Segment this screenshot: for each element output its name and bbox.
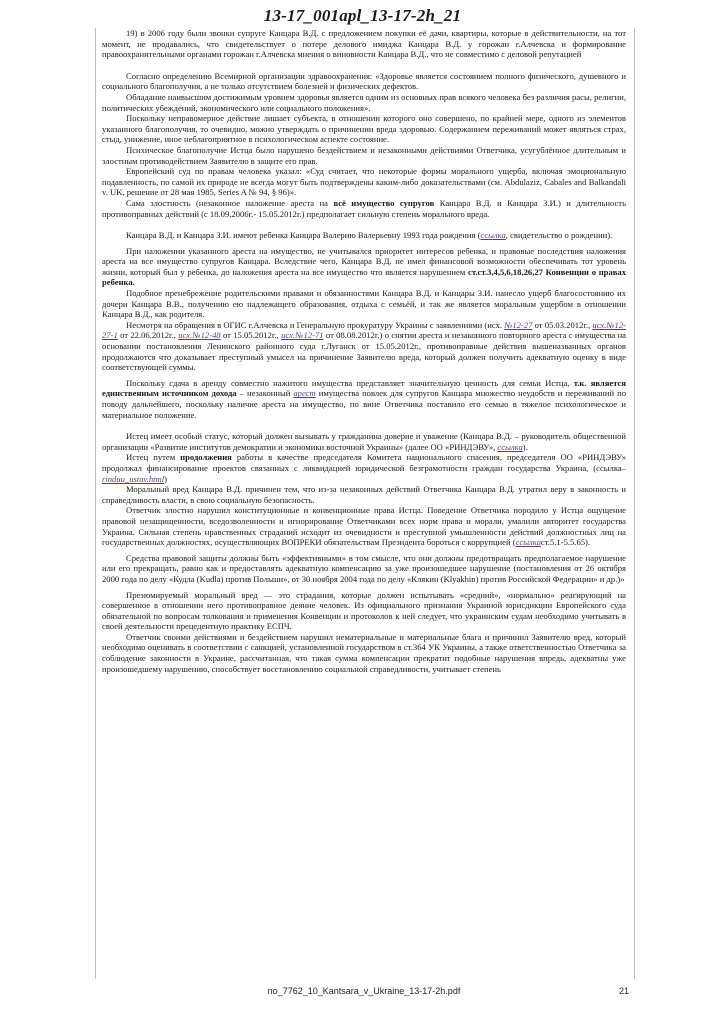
paragraph (102, 145, 626, 166)
paragraph-spacer (102, 219, 626, 230)
bold-text: ст.ст.3,4,5,6,18,26,27 Конвенции о правах ребенка. (102, 266, 626, 288)
paragraph (102, 92, 626, 113)
bold-text: т.к. является единственным источником дохода (102, 377, 626, 399)
paragraph (102, 590, 626, 632)
text-run: Поскольку сдача в аренду совместно нажитого имущества представляет значительную ценность для семьи Истца, (126, 377, 574, 388)
document-link[interactable]: исх.№12-27-1 (102, 319, 626, 341)
document-body (102, 28, 626, 674)
text-run: работы в качестве председателя Комитета национального спасения, председателя ОО «РИНДЭВУ» продолжал финансирование проектов связанных с ликвидацией юридической безграмотности граждан государства Украина, (ссылка– (102, 452, 627, 473)
text-run: от 08.08.2012г.) о снятии ареста и незаконного повторного ареста с имущества на основании постановления Ленинского районного суда г.Луганск от 15.05.2012г., противоправные действия вышеназванных органов продолжаются что доказывает преступный умысел на причинение Заявителю вреда, который должен получить адекватную оценку в виде соответствующей суммы. (102, 330, 626, 373)
footer-page-number: 21 (618, 986, 629, 996)
text-run: Психическое благополучие Истца было нарушено бездействием и незаконными действиями Ответчика, усугублённое длительным и злостным противодействием Заявителю в защите его прав. (102, 144, 626, 166)
text-run: Истец имеет особый статус, который должен вызывать у гражданина доверие и уважение (Канцара В.Д. – руководитель общественной организации «Развитие институтов демократии и экономики восточной Украины» (далее ОО «РИНДЭВУ», (102, 431, 626, 452)
text-run: от 22.06.2012г., (117, 330, 179, 341)
document-link[interactable]: rinduu_ustav.html (102, 473, 165, 484)
text-run: Истец путем (126, 452, 181, 463)
text-run: Презюмируемый моральный вред — это страдания, которые должен испытывать «средний», «нормально» реагирующий на совершенное в отношении него противоправное деяние человек. Из официального признания Украиной юрисдикции Европейского суда обязательной по вопросам толкования и применения Конвенции и протоколов к ней следует, что украинским судам необходимо учитывать в своей деятельности прецедентную практику ЕСПЧ. (102, 589, 626, 632)
text-run: Европейский суд по правам человека указал: «Суд считает, что некоторые формы морального ущерба, включая эмоциональную подавленность, по самой их природе не всегда могут быть подтверждены каким-либо доказательствами (см. Abdulaziz, Cabales and Balkandali v. UK, решение от 28 мая 1985, Series A № 94, § 96)». (102, 166, 626, 198)
paragraph-spacer (102, 60, 626, 71)
text-run: Подобное пренебрежение родительскими правами и обязанностями Канцара В.Д. и Канцары З.И. нанесло ущерб благосостоянию их дочери Канцара В.В., получению ею надлежащего образования, отдыха с семьёй, и так же является моральным ущербом в отношении Канцара В.Д., как родителя. (102, 288, 626, 320)
paragraph (102, 71, 626, 92)
paragraph (102, 198, 626, 219)
paragraph (102, 166, 626, 198)
paragraph (102, 28, 626, 60)
text-run: от 15.05.2012г., (220, 330, 282, 341)
text-run: Сама злостность (незаконное наложение ареста на (126, 197, 334, 208)
paragraph (102, 246, 626, 288)
footer-filename: no_7762_10_Kantsara_v_Ukraine_13-17-2h.pdf (267, 986, 461, 996)
document-link[interactable]: №12-27 (504, 319, 533, 330)
document-link[interactable]: ссылка (515, 537, 541, 548)
document-link[interactable]: исх.№12-48 (178, 330, 221, 341)
text-run: При наложении указанного ареста на имущество, не учитывался приоритет интересов ребенка, и правовые последствия наложения ареста на все имущество супругов Канцара. Вследствие чего, Канцара В.Д. не имел финансовой возможности обеспечивать тот уровень жизни, который был у ребенка, до наложения ареста на все имущество что является нарушением (102, 245, 626, 277)
text-run: Канцара В.Д. и Канцара З.И. имеют ребенка Канцара Валерию Валерьевну 1993 года рождения ( (126, 230, 481, 241)
paragraph (102, 452, 626, 484)
text-run: Обладание наивысшим достижимым уровнем здоровья является одним из основных прав всякого человека без различия расы, религии, политических убеждений, экономического или социального положения». (102, 91, 626, 113)
text-run: Несмотря на обращения в ОГИС г.Алчевска и Генеральную прокуратуру Украины с заявлениями (исх. (126, 319, 505, 330)
paragraph (102, 431, 626, 452)
text-run: Канцара В.Д. и Канцара З.И.) и длительность противоправных действий (с 18.09.2006г.- 15.05.2012г.) предполагает сильную степень морального вреда. (102, 197, 626, 219)
document-link[interactable]: арест (293, 388, 316, 399)
text-run: ). (522, 441, 528, 452)
paragraph (102, 230, 626, 241)
text-run: ст.5.1-5.5.65). (540, 537, 591, 548)
text-run: 19) в 2006 году были звонки супруге Канцара В.Д. с предложением покупки её дачи, квартиры, которые в действительности, на тот момент, не продавались, что свидетельствует о потере делового имиджа Канцара В.Д. у горожан г.Алчевска и формирование правоохранительными органами горожан г.Алчевска мнения о виновности Канцара В.Д., что не совместимо с деловой репутацией (102, 28, 626, 60)
document-page (95, 28, 635, 979)
text-run: Ответчик своими действиями и бездействием нарушил нематериальные и материальные блага и причинил Заявителю вред, который необходимо оценивать в соответствии с санкцией, установленной государством в ст.364 УК Украины, а также ответственностью Ответчика за соблюдение законности в Украине, рассчитанная, что такая сумма компенсации прекратит подобные нарушения впредь, адекватны уже произошедшему нарушению, способствует восстановлению социальной справедливости, учитывает степень (102, 631, 626, 674)
bold-text: всё имущество супругов (333, 197, 435, 208)
text-run: имущества повлек для супругов Канцара множество неудобств и переживаний по поводу дальнейшего, поскольку наличие ареста на имущество, по вине Ответчика поставило его семью в тяжелое психологическое и материальное положение. (102, 388, 626, 420)
paragraph (102, 378, 626, 420)
page-title: 13-17_001apl_13-17-2h_21 (263, 6, 462, 25)
paragraph (102, 632, 626, 674)
document-link[interactable]: ссылка (480, 230, 506, 241)
text-run: Поскольку неправомерное действие лишает субъекта, в отношении которого оно совершено, по крайней мере, одного из элементов указанного благополучия, то очевидно, можно утверждать о причинении вреда здоровью. Содержанием переживаний может являться страх, стыд, унижение, иное неблагоприятное в психологическом аспекте состояние. (102, 113, 626, 145)
text-run: Средства правовой защиты должны быть «эффективными» в том смысле, что они должны предотвращать предполагаемое нарушение или его прекращать, равно как и предоставлять адекватную компенсацию за уже произошедшее нарушение (постановления от 26 октября 2000 года по делу «Кудла (Kudla) против Польши», от 30 ноября 2004 года по делу «Клякин (Klyakhin) против Российской Федерации» и др.)» (102, 552, 626, 584)
text-run: Согласно определению Всемирной организации здравоохранения: «Здоровье является состоянием полного физического, душевного и социального благополучия, а не только отсутствием болезней и физических дефектов. (102, 70, 626, 92)
text-run: ) (164, 473, 168, 484)
paragraph (102, 553, 626, 585)
text-run: , свидетельство о рождении). (505, 230, 613, 241)
text-run: от 05.03.2012г., (532, 319, 593, 330)
paragraph (102, 505, 626, 547)
paragraph (102, 288, 626, 320)
document-link[interactable]: ссылка (497, 441, 523, 452)
paragraph (102, 484, 626, 505)
paragraph (102, 113, 626, 145)
document-link[interactable]: исх.№12-71 (281, 330, 324, 341)
paragraph-spacer (102, 420, 626, 431)
text-run: Ответчик злостно нарушил конституционные и конвенционные права Истца. Поведение Ответчика породило у Истца ощущение правовой незащищенности, вседозволенности и игнорирование Ответчиками всех норм права и морали, умалили авторитет государства Украина. Сильная степень нравственных страданий исходит из очевидности и преступной умышленности действий должностных лиц на государственных должностях, осуществляющих ВОПРЕКИ обязательствам Президента бороться с коррупцией ( (102, 505, 626, 548)
text-run: – незаконный (236, 388, 294, 399)
bold-text: продолжения (180, 452, 232, 463)
text-run: Моральный вред Канцара В.Д. причинен тем, что из-за незаконных действий Ответчика Канцара В.Д. утратил веру в законность и справедливость власти, в свою социальную безопасность. (102, 484, 626, 505)
paragraph (102, 320, 626, 373)
